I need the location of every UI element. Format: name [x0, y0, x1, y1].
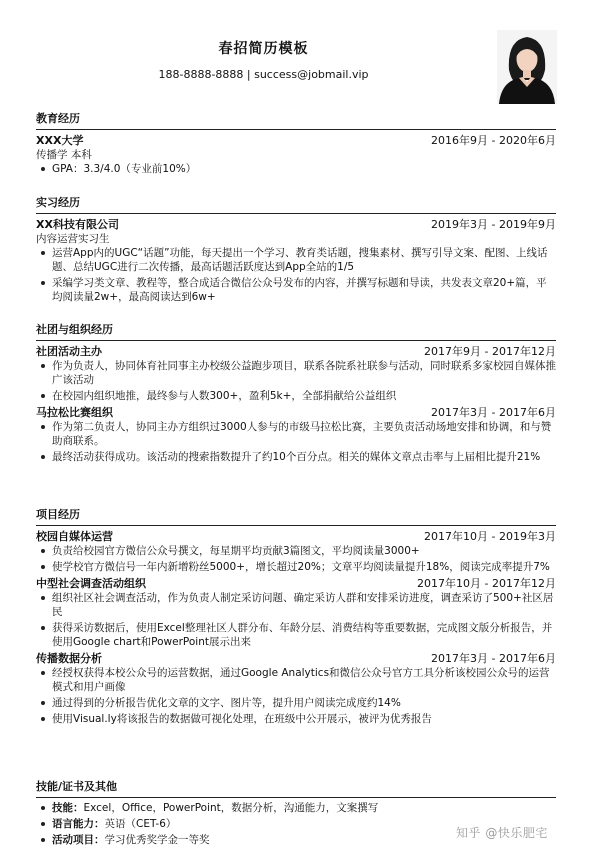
- entry-org: 传播数据分析: [36, 652, 102, 665]
- bullet-list: [36, 666, 556, 726]
- bullet-list: [36, 246, 556, 304]
- list-item: 采编学习类文章、教程等，整合成适合微信公众号发布的内容，并撰写标题和导读，共发表文章20+篇，平均阅读量2w+，最高阅读达到6w+: [36, 276, 556, 304]
- section-title: 社团与组织经历: [36, 323, 556, 341]
- entry-org: 中型社会调查活动组织: [36, 577, 146, 590]
- bullet-list: [36, 359, 556, 403]
- list-item: 作为负责人，协同体育社同事主办校级公益跑步项目，联系各院系社联参与活动，同时联系多家校园自媒体推广该活动: [36, 359, 556, 387]
- entry-org: 马拉松比赛组织: [36, 406, 113, 419]
- clubs-section: [36, 323, 556, 466]
- entry-date: 2017年9月 - 2017年12月: [424, 345, 556, 358]
- entry-subtitle: 传播学 本科: [36, 149, 92, 161]
- entry-date: 2017年3月 - 2017年6月: [431, 406, 556, 419]
- section-title: 实习经历: [36, 196, 556, 214]
- section-title: 项目经历: [36, 508, 556, 526]
- entry-org: 社团活动主办: [36, 345, 102, 358]
- bullet-list: [36, 544, 556, 574]
- skill-item: [36, 801, 556, 815]
- education-section: [36, 112, 556, 178]
- list-item: 经授权获得本校公众号的运营数据，通过Google Analytics和微信公众号官方工具分析该校园公众号的运营模式和用户画像: [36, 666, 556, 694]
- skill-label: 语言能力：: [52, 818, 105, 830]
- entry-org: 校园自媒体运营: [36, 530, 113, 543]
- entry-date: 2017年10月 - 2017年12月: [417, 577, 556, 590]
- contact-info: 188-8888-8888 | success@jobmail.vip: [158, 68, 369, 81]
- entry-header: [36, 651, 556, 666]
- section-title: 教育经历: [36, 112, 556, 130]
- list-item: 作为第二负责人，协同主办方组织过3000人参与的市级马拉松比赛，主要负责活动场地安排和协调，和与赞助商联系。: [36, 420, 556, 448]
- entry-date: 2016年9月 - 2020年6月: [431, 134, 556, 147]
- list-item: 通过得到的分析报告优化文章的文字、图片等，提升用户阅读完成度约14%: [36, 696, 556, 710]
- list-item: 使用Visual.ly将该报告的数据做可视化处理，在班级中公开展示，被评为优秀报告: [36, 712, 556, 726]
- skill-label: 技能：: [52, 802, 84, 814]
- portrait-photo-drawing: [497, 30, 557, 104]
- entry-date: 2017年3月 - 2017年6月: [431, 652, 556, 665]
- list-item: 最终活动获得成功。该活动的搜索指数提升了约10个百分点。相关的媒体文章点击率与上届相比提升21%: [36, 450, 556, 464]
- skill-value: 学习优秀奖学金一等奖: [104, 834, 210, 846]
- internship-section: [36, 196, 556, 306]
- entry-org: XX科技有限公司: [36, 218, 119, 231]
- list-item: 在校园内组织地推，最终参与人数300+，盈利5k+，全部捐献给公益组织: [36, 389, 556, 403]
- list-item: 运营App内的UGC“话题”功能，每天提出一个学习、教育类话题，搜集素材、撰写引导文案、配图、上线话题、总结UGC进行二次传播，最高话题活跃度达到App全站的1/5: [36, 246, 556, 274]
- entry-header: [36, 405, 556, 420]
- entry-subtitle: 内容运营实习生: [36, 233, 110, 245]
- portrait-photo: [497, 30, 557, 104]
- bullet-list: [36, 591, 556, 649]
- list-item: 获得采访数据后，使用Excel整理社区人群分布、年龄分层、消费结构等重要数据，完成图文版分析报告，并使用Google chart和PowerPoint展示出来: [36, 621, 556, 649]
- projects-section: [36, 508, 556, 728]
- list-item: 负责给校园官方微信公众号撰文，每星期平均贡献3篇图文，平均阅读量3000+: [36, 544, 556, 558]
- section-title: 技能/证书及其他: [36, 780, 556, 798]
- skill-value: Excel，Office，PowerPoint，数据分析，沟通能力，文案撰写: [83, 802, 379, 814]
- entry-date: 2017年10月 - 2019年3月: [424, 530, 556, 543]
- bullet-list: [36, 162, 556, 176]
- entry-date: 2019年3月 - 2019年9月: [431, 218, 556, 231]
- entry-header: [36, 529, 556, 544]
- entry-header: [36, 217, 556, 232]
- entry-header: [36, 576, 556, 591]
- entry-header: [36, 344, 556, 359]
- skill-label: 活动项目：: [52, 834, 105, 846]
- list-item: 组织社区社会调查活动，作为负责人制定采访问题、确定采访人群和安排采访进度，调查采访了500+社区居民: [36, 591, 556, 619]
- skill-value: 英语（CET-6）: [104, 818, 177, 830]
- resume-title: 春招简历模板: [218, 41, 309, 57]
- list-item: GPA：3.3/4.0（专业前10%）: [36, 162, 556, 176]
- watermark: 知乎 @快乐肥宅: [456, 826, 548, 840]
- list-item: 使学校官方微信号一年内新增粉丝5000+，增长超过20%；文章平均阅读量提升18%，阅读完成率提升7%: [36, 560, 556, 574]
- entry-org: XXX大学: [36, 134, 84, 147]
- resume-header: [36, 38, 491, 81]
- entry-header: [36, 133, 556, 148]
- bullet-list: [36, 420, 556, 464]
